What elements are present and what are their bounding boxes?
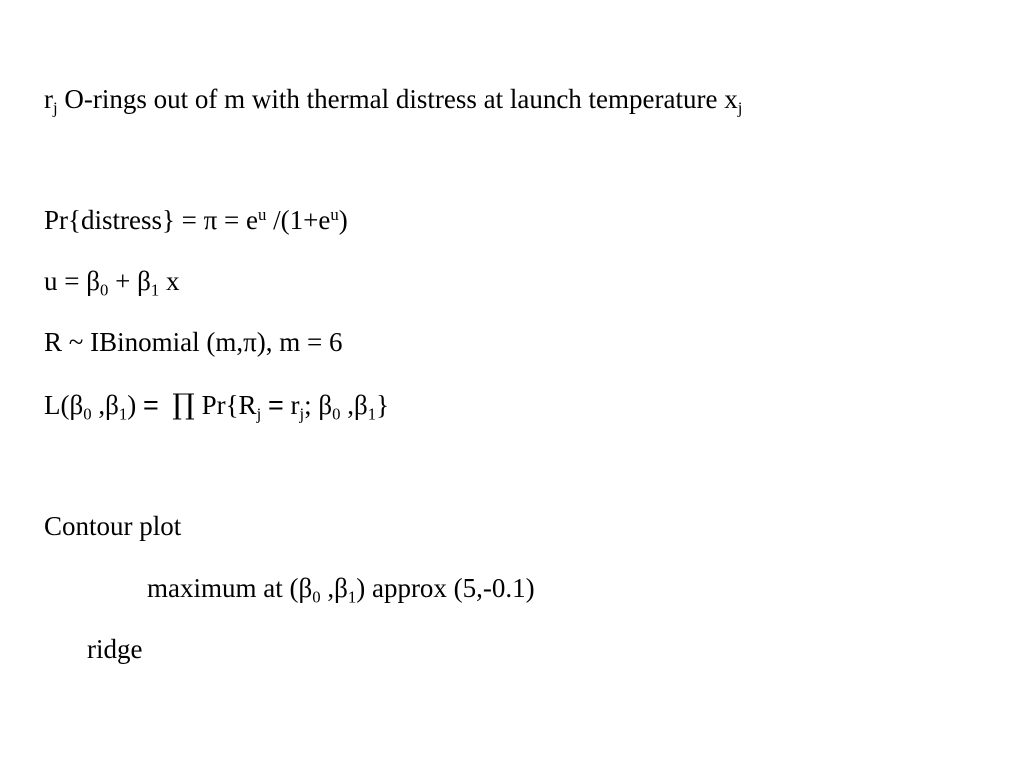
text-close-brace: } bbox=[376, 390, 390, 420]
text-plus-beta: + β bbox=[108, 266, 151, 296]
line-orings-definition bbox=[44, 84, 743, 118]
superscript-u: u bbox=[258, 204, 267, 224]
line-linear-predictor bbox=[44, 266, 180, 300]
text-orings: O-rings out of m with thermal distress at launch temperature x bbox=[57, 84, 738, 114]
subscript-j: j bbox=[737, 98, 743, 118]
text-pr-R: Pr{R bbox=[194, 390, 257, 420]
text-semicolon-beta: ; β bbox=[304, 390, 333, 420]
text-comma-beta: ,β bbox=[340, 390, 368, 420]
text-close-paren: ) bbox=[127, 390, 143, 420]
text-contour-plot: Contour plot bbox=[44, 511, 182, 541]
subscript-0: 0 bbox=[83, 404, 92, 424]
text-prdistress: Pr{distress} = π = e bbox=[44, 205, 258, 235]
line-distress-probability bbox=[44, 204, 348, 235]
line-contour-plot bbox=[44, 513, 181, 540]
text-equals: = bbox=[142, 390, 159, 420]
text-comma-beta: ,β bbox=[320, 573, 348, 603]
text-equals: = bbox=[267, 390, 284, 420]
text-x: x bbox=[159, 266, 180, 296]
superscript-u: u bbox=[330, 204, 339, 224]
line-binomial bbox=[44, 329, 342, 356]
subscript-j: j bbox=[299, 404, 305, 424]
text-close-paren: ) bbox=[338, 205, 348, 235]
text-L-beta: L(β bbox=[44, 390, 84, 420]
subscript-j: j bbox=[53, 98, 58, 118]
text-approx: ) approx (5,-0.1) bbox=[356, 573, 535, 603]
text-ridge: ridge bbox=[87, 634, 143, 664]
subscript-0: 0 bbox=[99, 280, 109, 300]
subscript-1: 1 bbox=[118, 404, 128, 424]
text-r: r bbox=[290, 390, 300, 420]
line-maximum bbox=[147, 573, 535, 607]
text-r: r bbox=[44, 84, 53, 114]
product-symbol: ∏ bbox=[172, 388, 195, 421]
text-maximum-at: maximum at (β bbox=[147, 573, 313, 603]
subscript-1: 1 bbox=[367, 404, 377, 424]
subscript-1: 1 bbox=[150, 280, 160, 300]
text-denominator: /(1+e bbox=[266, 205, 331, 235]
line-ridge bbox=[87, 636, 142, 663]
subscript-0: 0 bbox=[332, 404, 341, 424]
subscript-1: 1 bbox=[347, 587, 357, 607]
line-likelihood bbox=[44, 388, 390, 424]
text-comma-beta: ,β bbox=[91, 390, 119, 420]
subscript-j: j bbox=[256, 404, 262, 424]
text-u-beta: u = β bbox=[44, 266, 100, 296]
subscript-0: 0 bbox=[312, 587, 321, 607]
text-binomial: R ~ IBinomial (m,π), m = 6 bbox=[44, 327, 343, 357]
